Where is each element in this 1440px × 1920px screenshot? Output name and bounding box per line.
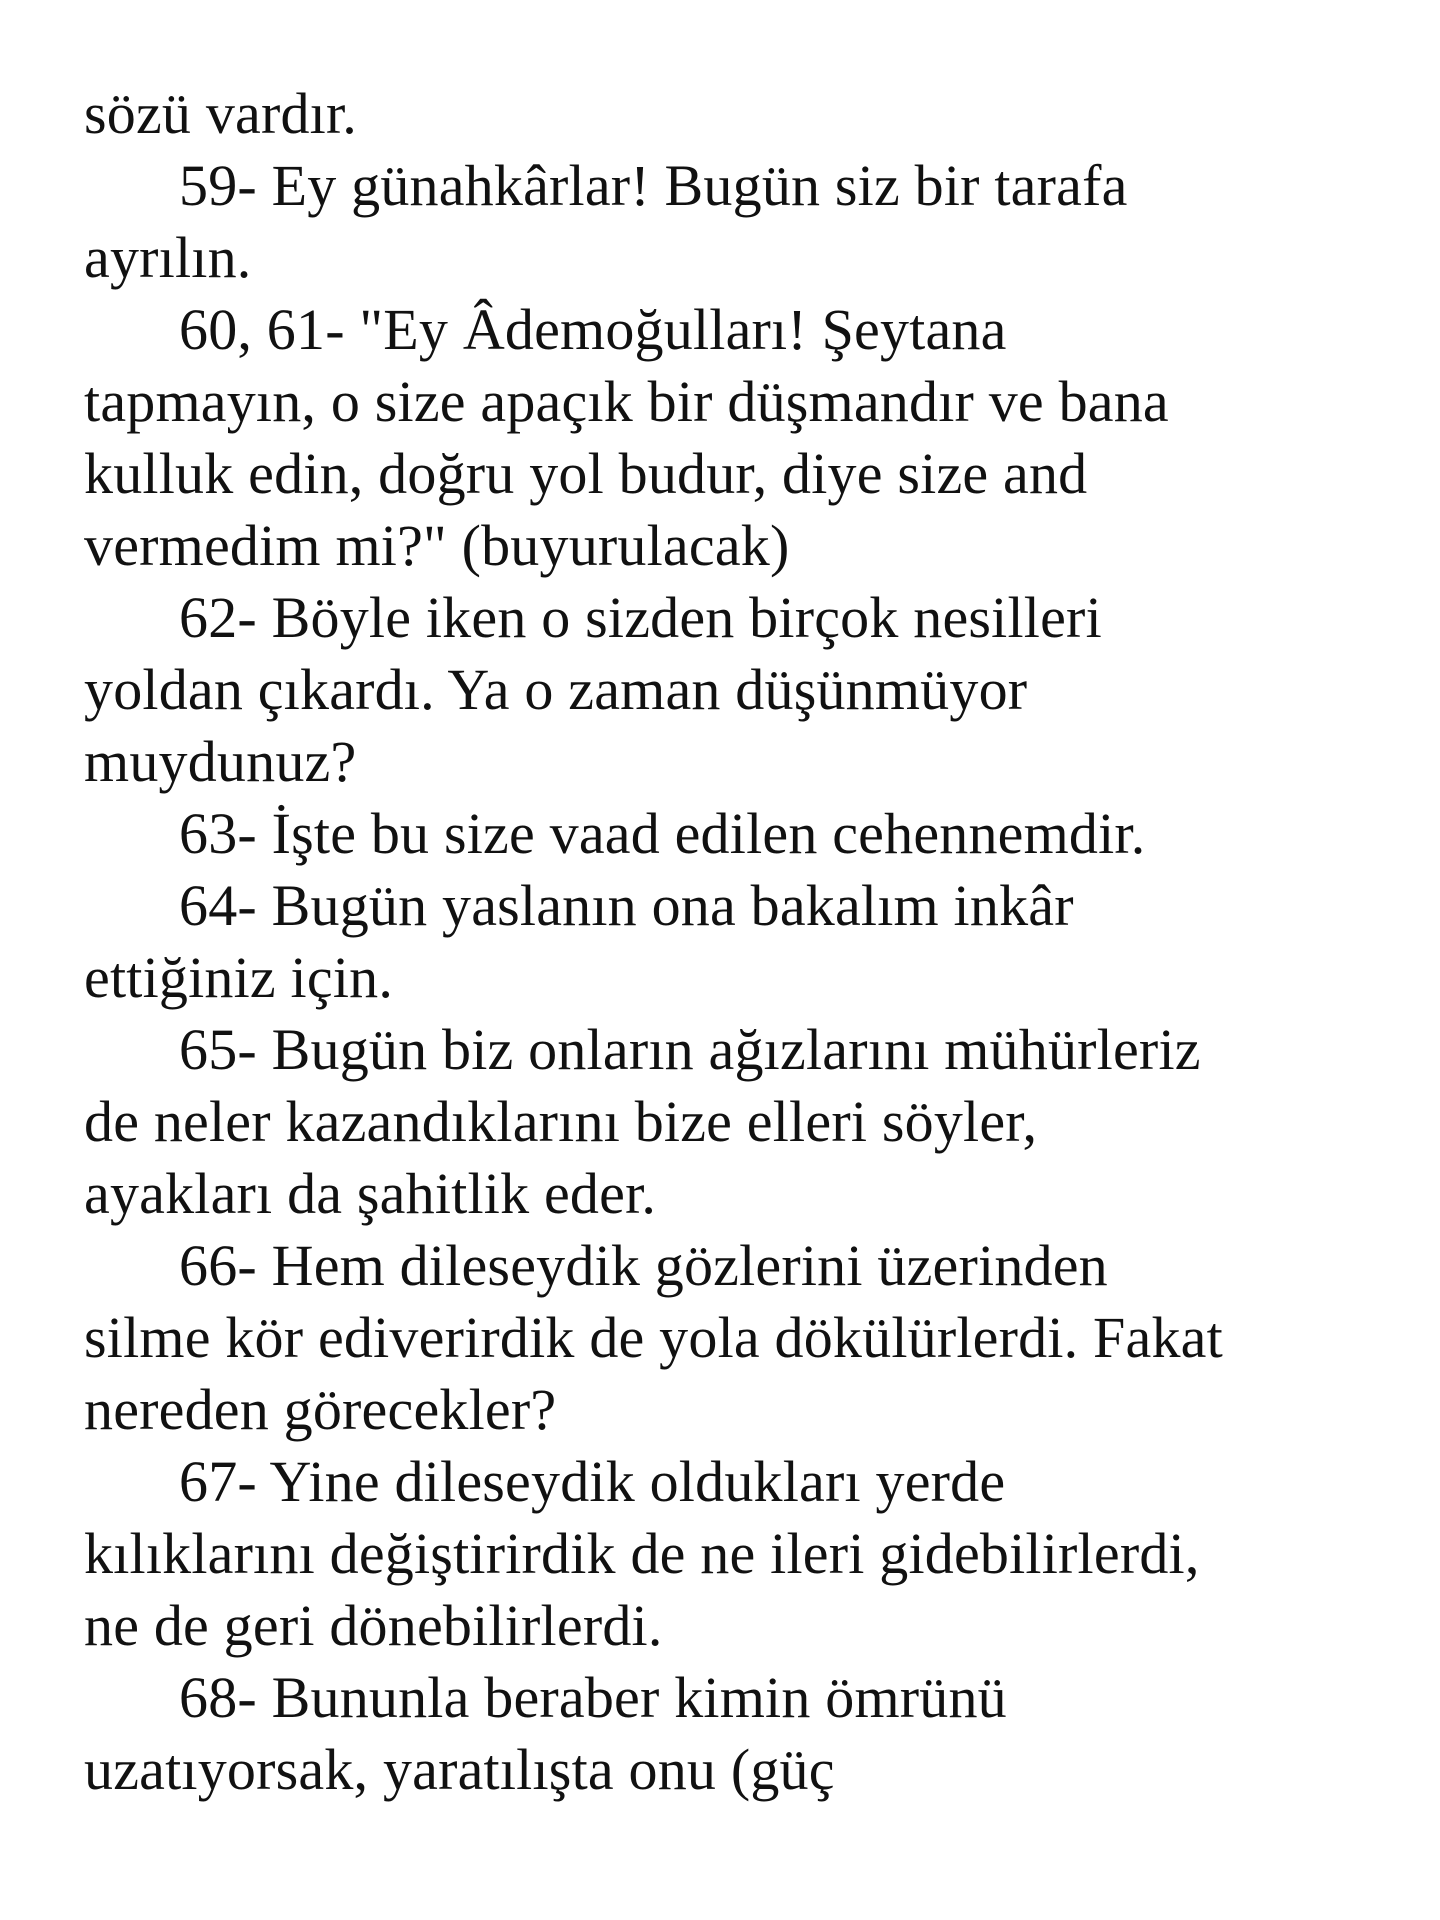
text-line: 68- Bununla beraber kimin ömrünü — [179, 1665, 1007, 1730]
text-line: 67- Yine dileseydik oldukları yerde — [179, 1449, 1006, 1514]
text-line: 63- İşte bu size vaad edilen cehennemdir. — [179, 801, 1146, 866]
text-line: ayrılın. — [84, 225, 252, 290]
text-line: nereden görecekler? — [84, 1377, 557, 1442]
text-line: ettiğiniz için. — [84, 945, 394, 1010]
text-line: 62- Böyle iken o sizden birçok nesilleri — [179, 585, 1102, 650]
text-line: tapmayın, o size apaçık bir düşmandır ve bana — [84, 369, 1169, 434]
text-line: muydunuz? — [84, 729, 357, 794]
text-line: kulluk edin, doğru yol budur, diye size and — [84, 441, 1088, 506]
text-line: de neler kazandıklarını bize elleri söyler, — [84, 1089, 1038, 1154]
text-line: uzatıyorsak, yaratılışta onu (güç — [84, 1737, 835, 1802]
text-line: 65- Bugün biz onların ağızlarını mühürleriz — [179, 1017, 1201, 1082]
text-line: 60, 61- "Ey Âdemoğulları! Şeytana — [179, 297, 1007, 362]
text-line: ne de geri dönebilirlerdi. — [84, 1593, 663, 1658]
text-line: kılıklarını değiştirirdik de ne ileri gidebilirlerdi, — [84, 1521, 1200, 1586]
text-line: 64- Bugün yaslanın ona bakalım inkâr — [179, 873, 1074, 938]
text-line: ayakları da şahitlik eder. — [84, 1161, 657, 1226]
text-line: 66- Hem dileseydik gözlerini üzerinden — [179, 1233, 1108, 1298]
text-line: sözü vardır. — [84, 81, 358, 146]
text-line: silme kör ediverirdik de yola dökülürlerdi. Fakat — [84, 1305, 1223, 1370]
text-line: 59- Ey günahkârlar! Bugün siz bir tarafa — [179, 153, 1128, 218]
page-text — [84, 78, 1384, 1806]
text-line: yoldan çıkardı. Ya o zaman düşünmüyor — [84, 657, 1028, 722]
text-line: vermedim mi?" (buyurulacak) — [84, 513, 790, 578]
